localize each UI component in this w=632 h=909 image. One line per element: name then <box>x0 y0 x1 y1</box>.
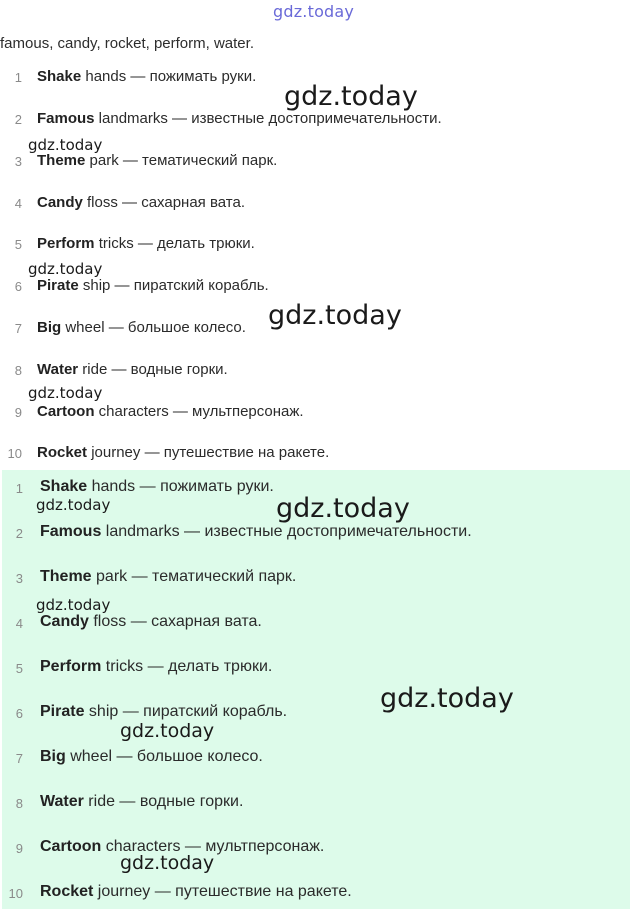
item-text <box>40 748 263 766</box>
item-number: 6 <box>15 706 23 721</box>
item-translation: floss — сахарная вата. <box>82 194 245 211</box>
watermark: gdz.today <box>276 493 410 524</box>
header-watermark: gdz.today <box>273 2 355 21</box>
item-text <box>37 277 269 294</box>
item-translation: wheel — большое колесо. <box>65 748 263 765</box>
item-text <box>37 152 277 169</box>
item-translation: journey — путешествие на ракете. <box>93 883 352 900</box>
item-keyword: Rocket <box>37 444 88 461</box>
item-text <box>37 444 329 461</box>
item-keyword: Water <box>40 793 84 810</box>
item-translation: characters — мультперсонаж. <box>101 838 325 855</box>
item-number: 7 <box>14 321 22 336</box>
item-keyword: Water <box>37 361 79 378</box>
item-translation: ride — водные горки. <box>83 793 244 810</box>
item-number: 10 <box>8 886 23 901</box>
item-translation: ship — пиратский корабль. <box>78 277 269 294</box>
item-text <box>37 110 442 127</box>
item-keyword: Perform <box>37 235 95 252</box>
item-translation: journey — путешествие на ракете. <box>87 444 330 461</box>
watermark: gdz.today <box>36 596 111 614</box>
item-keyword: Famous <box>37 110 95 127</box>
item-text <box>40 568 296 586</box>
item-text <box>40 793 243 811</box>
item-translation: landmarks — известные достопримечательности. <box>94 110 442 127</box>
item-number: 3 <box>15 571 23 586</box>
item-number: 10 <box>7 446 22 461</box>
watermark: gdz.today <box>36 496 111 514</box>
item-number: 1 <box>15 481 23 496</box>
item-number: 1 <box>14 70 22 85</box>
item-keyword: Candy <box>37 194 83 211</box>
item-keyword: Shake <box>37 68 82 85</box>
item-text <box>37 194 245 211</box>
item-number: 4 <box>14 196 22 211</box>
item-text <box>37 403 304 420</box>
item-text <box>37 361 228 378</box>
item-number: 7 <box>15 751 23 766</box>
item-keyword: Cartoon <box>40 838 102 855</box>
answer-panel <box>2 470 630 909</box>
item-translation: ride — водные горки. <box>78 361 228 378</box>
item-keyword: Pirate <box>40 703 85 720</box>
item-keyword: Cartoon <box>37 403 95 420</box>
item-keyword: Theme <box>40 568 92 585</box>
item-keyword: Candy <box>40 613 89 630</box>
watermark: gdz.today <box>120 720 215 742</box>
item-text <box>40 613 262 631</box>
item-translation: ship — пиратский корабль. <box>84 703 288 720</box>
word-list: famous, candy, rocket, perform, water. <box>0 35 254 52</box>
item-translation: hands — пожимать руки. <box>81 68 257 85</box>
item-translation: characters — мультперсонаж. <box>94 403 304 420</box>
item-text <box>40 883 352 901</box>
item-keyword: Pirate <box>37 277 79 294</box>
item-keyword: Shake <box>40 478 88 495</box>
item-number: 9 <box>15 841 23 856</box>
watermark: gdz.today <box>28 260 103 278</box>
item-number: 9 <box>14 405 22 420</box>
item-translation: park — тематический парк. <box>91 568 297 585</box>
item-text <box>37 68 256 85</box>
watermark: gdz.today <box>380 683 514 714</box>
item-text <box>40 658 272 676</box>
item-number: 4 <box>15 616 23 631</box>
item-number: 2 <box>15 526 23 541</box>
item-number: 8 <box>15 796 23 811</box>
item-translation: landmarks — известные достопримечательности. <box>101 523 472 540</box>
item-keyword: Perform <box>40 658 102 675</box>
item-number: 8 <box>14 363 22 378</box>
item-translation: hands — пожимать руки. <box>87 478 274 495</box>
item-translation: tricks — делать трюки. <box>94 235 255 252</box>
item-number: 5 <box>14 237 22 252</box>
watermark: gdz.today <box>284 81 418 112</box>
item-keyword: Big <box>40 748 66 765</box>
item-keyword: Big <box>37 319 62 336</box>
watermark: gdz.today <box>120 852 215 874</box>
item-text <box>37 235 255 252</box>
item-text <box>40 703 287 721</box>
item-number: 3 <box>14 154 22 169</box>
item-keyword: Rocket <box>40 883 94 900</box>
item-keyword: Theme <box>37 152 86 169</box>
item-number: 2 <box>14 112 22 127</box>
item-text <box>40 523 472 541</box>
item-translation: tricks — делать трюки. <box>101 658 273 675</box>
item-text <box>37 319 246 336</box>
item-translation: wheel — большое колесо. <box>61 319 246 336</box>
item-translation: floss — сахарная вата. <box>88 613 262 630</box>
watermark: gdz.today <box>268 300 402 331</box>
item-translation: park — тематический парк. <box>85 152 278 169</box>
item-number: 5 <box>15 661 23 676</box>
item-keyword: Famous <box>40 523 102 540</box>
item-number: 6 <box>14 279 22 294</box>
watermark: gdz.today <box>28 136 103 154</box>
watermark: gdz.today <box>28 384 103 402</box>
item-text <box>40 478 274 496</box>
